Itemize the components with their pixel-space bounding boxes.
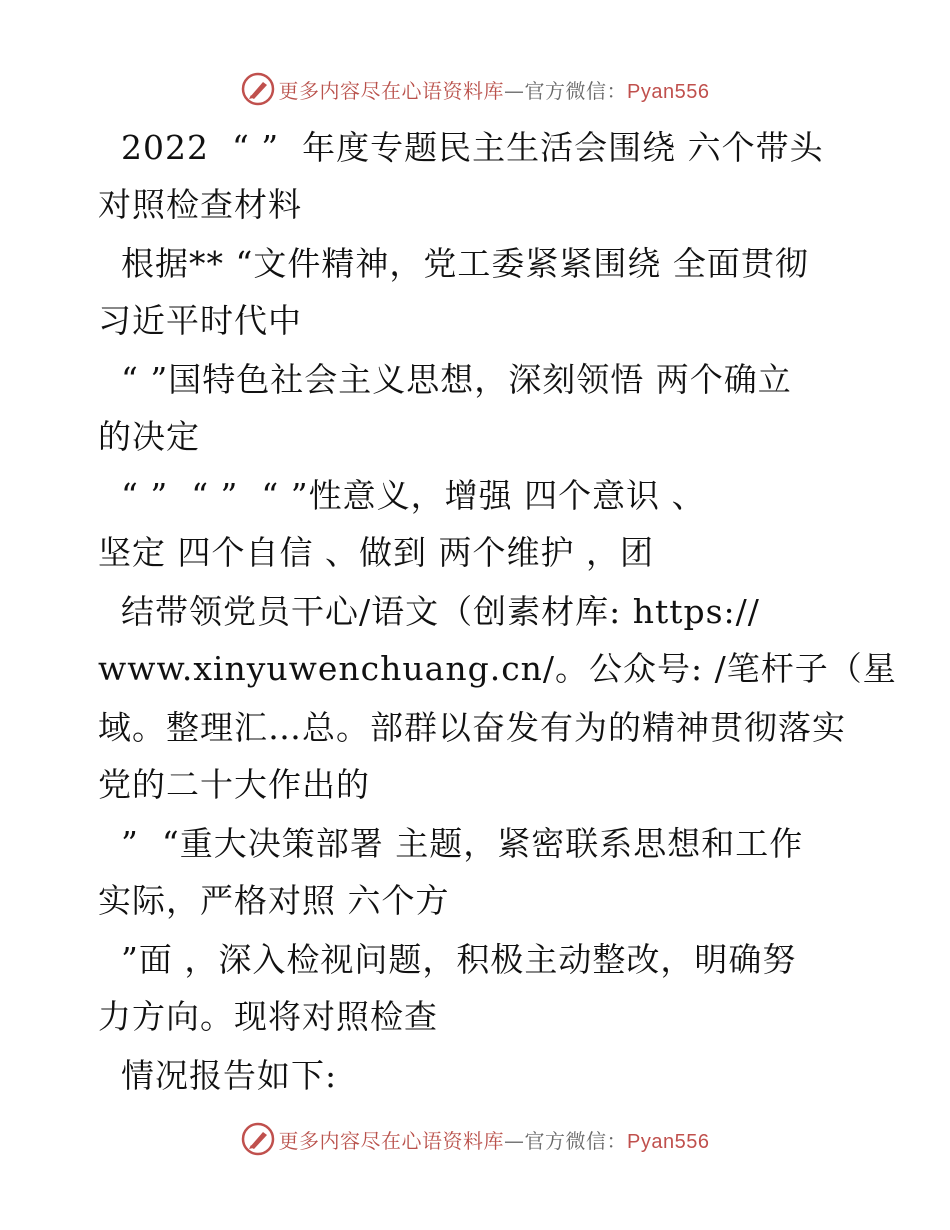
body-line: 结带领党员干心/语文（创素材库: https:// bbox=[98, 592, 760, 631]
watermark-official: 官方微信： bbox=[524, 1128, 628, 1153]
watermark-text bbox=[279, 75, 710, 104]
body-line: 坚定 四个自信 、做到 两个维护 ，团 bbox=[98, 533, 654, 572]
watermark-official: 官方微信： bbox=[524, 78, 628, 103]
body-line: 域。整理汇…总。部群以奋发有为的精神贯彻落实 bbox=[98, 708, 846, 747]
watermark-brand: 更多内容尽在心语资料库 bbox=[278, 78, 505, 103]
pen-logo-icon bbox=[241, 1122, 275, 1156]
watermark-brand: 更多内容尽在心语资料库 bbox=[278, 1128, 505, 1153]
body-line: “ ”国特色社会主义思想，深刻领悟 两个确立 bbox=[98, 360, 792, 399]
watermark-dash: — bbox=[504, 78, 525, 103]
body-line: 党的二十大作出的 bbox=[98, 765, 370, 804]
body-line: ”面 ，深入检视问题，积极主动整改，明确努 bbox=[98, 940, 797, 979]
body-line: 2022 “ ” 年度专题民主生活会围绕 六个带头 bbox=[98, 128, 824, 167]
footer-watermark bbox=[0, 1122, 950, 1156]
body-line: 的决定 bbox=[98, 417, 200, 456]
watermark-wechat-id: Pyan556 bbox=[627, 80, 710, 103]
body-line: 力方向。现将对照检查 bbox=[98, 997, 438, 1036]
body-line: www.xinyuwenchuang.cn/。公众号: /笔杆子（星 bbox=[98, 649, 897, 688]
watermark-dash: — bbox=[504, 1128, 525, 1153]
body-line: 对照检查材料 bbox=[98, 185, 302, 224]
pen-logo-icon bbox=[241, 72, 275, 106]
watermark-text bbox=[279, 1125, 710, 1154]
body-line: 习近平时代中 bbox=[98, 301, 302, 340]
header-watermark bbox=[0, 72, 950, 106]
body-line: 情况报告如下: bbox=[98, 1056, 338, 1095]
body-line: ” “重大决策部署 主题，紧密联系思想和工作 bbox=[98, 824, 804, 863]
body-line: 实际，严格对照 六个方 bbox=[98, 881, 450, 920]
body-line: “ ” “ ” “ ”性意义，增强 四个意识 、 bbox=[98, 476, 706, 515]
body-line: 根据** “文件精神，党工委紧紧围绕 全面贯彻 bbox=[98, 244, 809, 283]
watermark-wechat-id: Pyan556 bbox=[627, 1130, 710, 1153]
